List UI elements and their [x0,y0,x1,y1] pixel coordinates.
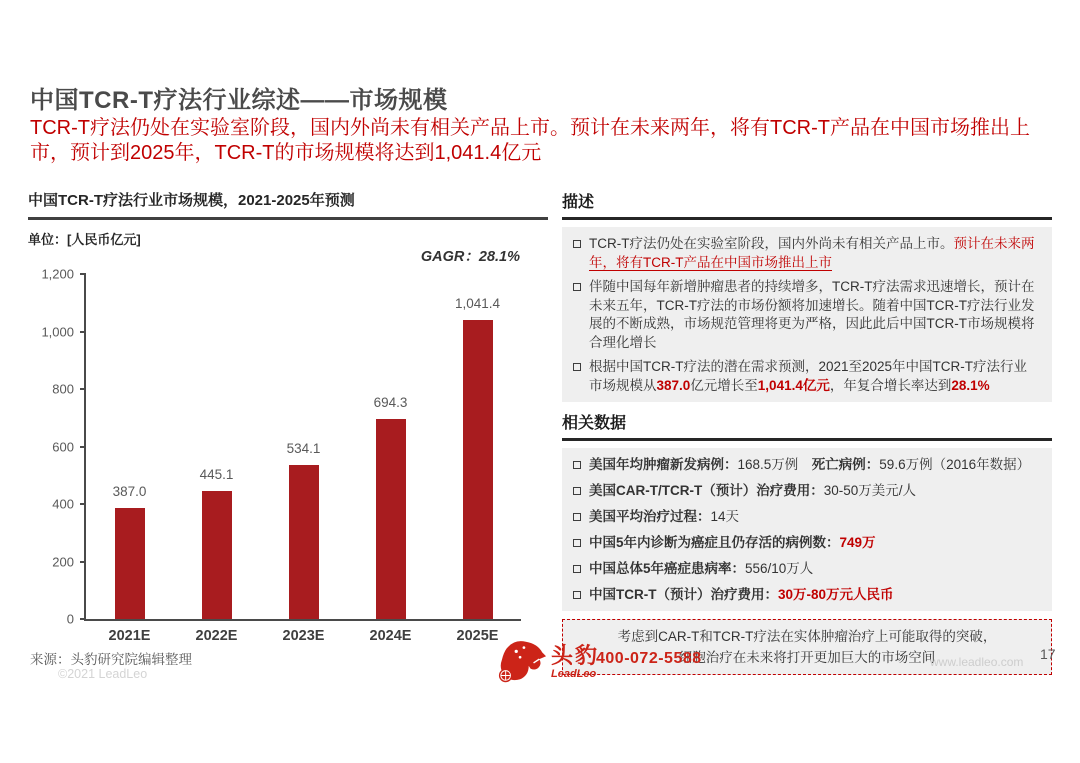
bar-2025E [463,320,493,619]
y-axis-tick-mark [80,388,86,390]
bullet-square-icon [573,240,581,248]
list-item [571,358,1040,395]
y-axis-tick-label: 1,200 [41,266,74,282]
chart-section [28,189,548,644]
y-axis-tick-mark [80,331,86,333]
x-axis-category-label: 2024E [369,628,412,644]
related-data-panel [562,448,1052,611]
bar-value-label: 1,041.4 [454,295,501,311]
chart-title: 中国TCR-T疗法行业市场规模，2021-2025年预测 [28,189,548,220]
bullet-square-icon [573,283,581,291]
y-axis-tick-label: 1,000 [41,324,74,339]
list-item-text: 中国TCR-T（预计）治疗费用：30万-80万元人民币 [589,587,894,602]
callout-line: 细胞治疗在未来将打开更加巨大的市场空间 [678,650,936,665]
logo-name-cn: 头豹 [551,643,600,668]
list-item-text: 美国平均治疗过程：14天 [589,509,740,524]
y-axis-tick-mark [80,561,86,563]
x-axis-category-label: 2025E [456,628,499,644]
bar-value-label: 445.1 [199,467,234,483]
callout-line: 考虑到CAR-T和TCR-T疗法在实体肿瘤治疗上可能取得的突破， [617,629,997,644]
bar-2021E [115,508,145,619]
leopard-icon [497,638,547,686]
bar-value-label: 387.0 [112,483,147,499]
copyright-note: ©2021 LeadLeo [58,667,148,681]
bullet-square-icon [573,461,581,469]
list-item-text: 中国5年内诊断为癌症且仍存活的病例数：749万 [589,535,876,550]
bullet-square-icon [573,591,581,599]
bar-value-label: 694.3 [373,395,408,411]
y-axis-tick-label: 600 [52,439,74,454]
list-item [571,278,1040,352]
page-subtitle: TCR-T疗法仍处在实验室阶段，国内外尚未有相关产品上市。预计在未来两年，将有TCR-T产品在中国市场推出上市，预计到2025年，TCR-T的市场规模将达到1,041.4亿元 [30,117,1030,164]
list-item [571,586,1040,604]
y-axis-tick-label: 400 [52,496,74,512]
bullet-square-icon [573,513,581,521]
bullet-square-icon [573,565,581,573]
bar-2022E [202,491,232,619]
logo-name-en: LeadLeo [551,668,597,680]
leadleo-logo [497,638,599,686]
list-item [571,235,1040,272]
chart-plot [41,266,521,644]
bar-2023E [289,465,319,619]
y-axis-tick-label: 200 [52,554,74,569]
list-item [571,482,1040,500]
description-panel [562,227,1052,402]
chart-unit-label: 单位：[人民币亿元] [28,232,141,247]
list-item-text: 美国年均肿瘤新发病例：168.5万例 死亡病例：59.6万例（2016年数据） [589,457,1031,472]
list-item [571,534,1040,552]
bar-value-label: 534.1 [286,441,321,457]
bullet-square-icon [573,539,581,547]
list-item-text: 根据中国TCR-T疗法的潜在需求预测，2021至2025年中国TCR-T疗法行业市场规模从387.0亿元增长至1,041.4亿元，年复合增长率达到28.1% [589,359,1028,393]
phone-number: 400-072-5588 [596,650,702,667]
related-data-heading: 相关数据 [562,410,1052,441]
list-item-text: 中国总体5年癌症患病率：556/10万人 [589,561,814,576]
page-title: 中国TCR-T疗法行业综述——市场规模 [30,87,448,114]
website-url: www.leadleo.com [930,655,1024,669]
list-item-text: 伴随中国每年新增肿瘤患者的持续增多，TCR-T疗法需求迅速增长，预计在未来五年，TCR-T疗法的市场份额将加速增长。随着中国TCR-T疗法行业发展的不断成熟，市场规范管理将更为严格，因此此后中国TCR-T市场规模将合理化增长 [589,279,1035,350]
y-axis-tick-mark [80,446,86,448]
x-axis-category-label: 2021E [108,628,151,644]
y-axis-tick-mark [80,618,86,620]
list-item-text: 美国CAR-T/TCR-T（预计）治疗费用：30-50万美元/人 [589,483,917,498]
list-item [571,456,1040,474]
source-note: 来源：头豹研究院编辑整理 [30,652,192,667]
chart-cagr-annotation: GAGR：28.1% [420,249,520,265]
y-axis-tick-label: 0 [66,611,74,627]
list-item [571,508,1040,526]
bullet-square-icon [573,487,581,495]
list-item-text: TCR-T疗法仍处在实验室阶段，国内外尚未有相关产品上市。预计在未来两年，将有TCR-T产品在中国市场推出上市 [589,236,1035,270]
bar-2024E [376,419,406,619]
y-axis-tick-label: 800 [52,381,74,397]
page-number: 17 [1040,646,1056,662]
bullet-square-icon [573,363,581,371]
logo-text [551,644,599,680]
y-axis-tick-mark [80,273,86,275]
right-panel [562,189,1052,675]
y-axis-tick-mark [80,503,86,505]
x-axis-category-label: 2023E [282,628,325,644]
list-item [571,560,1040,578]
description-heading: 描述 [562,189,1052,220]
x-axis-category-label: 2022E [195,628,238,644]
